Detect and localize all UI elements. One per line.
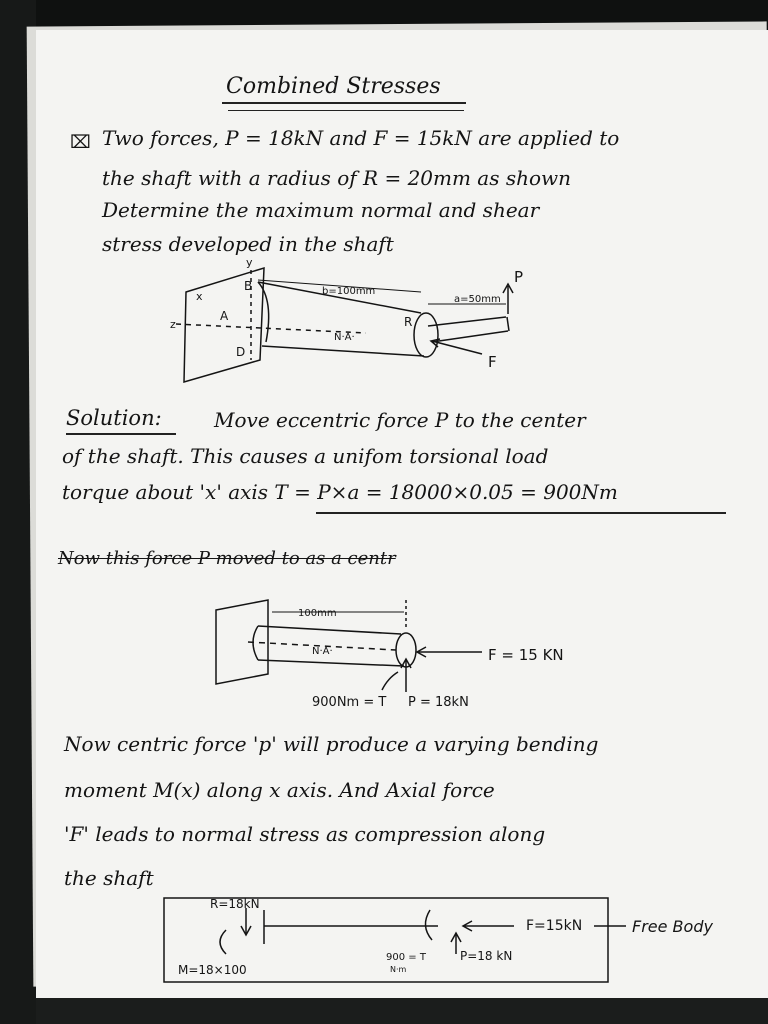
fig1-label-NA: N·A· — [334, 332, 355, 343]
fig1-label-x: x — [196, 290, 203, 303]
fig1-label-A: A — [220, 309, 229, 323]
solution-label: Solution: — [66, 406, 162, 430]
explanation-line-4: the shaft — [64, 866, 154, 890]
fig1-label-F: F — [488, 353, 497, 371]
fig2-label-P: P = 18kN — [408, 695, 469, 710]
fig1-label-y: y — [246, 256, 253, 269]
struck-out-line: Now this force P moved to as a centr — [58, 548, 396, 569]
fig1-label-R: R — [404, 315, 413, 329]
fbd-label-F: F=15kN — [526, 918, 583, 934]
fig1-label-b: b=100mm — [322, 286, 376, 297]
fbd-torque-arc — [425, 910, 432, 940]
fbd-label-P: P=18 kN — [460, 949, 513, 963]
fbd-label-M: M=18×100 — [178, 963, 247, 977]
fbd-label-T: 900 = T — [386, 952, 426, 963]
problem-line-2: the shaft with a radius of R = 20mm as shown — [102, 166, 572, 190]
fig2-label-NA: N·A· — [312, 646, 333, 657]
fig1-label-z: z — [170, 318, 176, 331]
fig2-label-T: 900Nm = T — [312, 695, 387, 710]
problem-line-1: Two forces, P = 18kN and F = 15kN are applied to — [102, 126, 620, 150]
fbd-moment-arc — [220, 930, 226, 954]
fbd-caption: Free Body — [632, 917, 713, 936]
notebook-page — [36, 30, 768, 998]
fig1-label-B: B — [244, 279, 253, 293]
fig1-label-a: a=50mm — [454, 294, 501, 305]
free-body-diagram — [36, 30, 768, 998]
solution-line-2: of the shaft. This causes a unifom torsional load — [62, 444, 549, 468]
fbd-label-T-unit: N·m — [390, 965, 407, 974]
page-title: Combined Stresses — [226, 74, 441, 99]
fig1-label-D: D — [236, 345, 246, 359]
fbd-label-R: R=18kN — [210, 897, 260, 911]
problem-line-3: Determine the maximum normal and shear — [102, 198, 540, 222]
explanation-line-1: Now centric force 'p' will produce a varying bending — [64, 732, 599, 756]
solution-line-1: Move eccentric force P to the center — [214, 408, 586, 432]
explanation-line-3: 'F' leads to normal stress as compression along — [64, 822, 546, 846]
question-box-icon: ⌧ — [70, 132, 91, 153]
explanation-line-2: moment M(x) along x axis. And Axial force — [64, 778, 495, 802]
fig1-label-P: P — [514, 268, 524, 286]
solution-line-3: torque about 'x' axis T = P×a = 18000×0.05 = 900Nm — [62, 480, 618, 504]
fig2-label-len: 100mm — [298, 608, 337, 619]
problem-line-4: stress developed in the shaft — [102, 232, 394, 256]
fig2-label-F: F = 15 KN — [488, 646, 564, 664]
